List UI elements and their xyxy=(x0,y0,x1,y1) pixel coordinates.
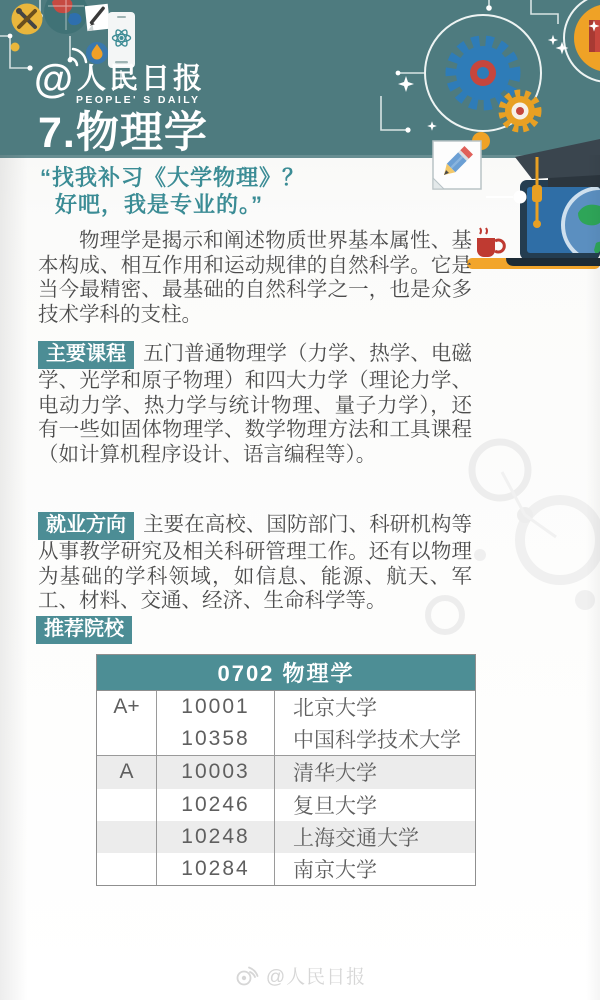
brand-name: 人民日报 xyxy=(77,63,206,95)
book-badge-icon xyxy=(564,0,600,82)
yellow-dot xyxy=(11,43,20,52)
gear-blue-icon xyxy=(452,42,514,104)
university-table xyxy=(96,654,476,886)
at-symbol: @ xyxy=(34,57,74,101)
section-label-badge: 就业方向 xyxy=(38,512,134,540)
university-cell: 上海交通大学 xyxy=(293,826,419,850)
university-cell: 清华大学 xyxy=(293,762,377,786)
table-row xyxy=(97,821,475,853)
footer-watermark xyxy=(0,962,600,989)
pencil-note-icon xyxy=(433,141,481,189)
coffee-cup-icon xyxy=(477,228,504,257)
grade-cell xyxy=(97,853,157,885)
code-cell: 10248 xyxy=(157,821,275,853)
page-title: 7.物理学 xyxy=(38,109,208,157)
university-cell: 北京大学 xyxy=(293,697,377,721)
university-cell: 中国科学技术大学 xyxy=(293,729,461,753)
laptop-base xyxy=(506,258,600,266)
section-text: 五门普通物理学（力学、热学、电磁学、光学和原子物理）和四大力学（理论力学、电动力学、热力学与统计物理、量子力学），还有一些如固体物理学、数学物理方法和工具课程（如计算机程序设计、语言编程等）。 xyxy=(38,342,472,466)
grade-cell xyxy=(97,789,157,821)
intro-paragraph: 物理学是揭示和阐述物质世界基本属性、基本构成、相互作用和运动规律的自然科学。它是当今最精密、最基础的自然科学之一，也是众多技术学科的支柱。 xyxy=(38,229,472,326)
table-row xyxy=(97,853,475,885)
table-row xyxy=(97,691,475,723)
grade-cell: A xyxy=(97,756,157,788)
gear-orange-icon xyxy=(503,94,537,128)
section-text: 主要在高校、国防部门、科研机构等从事教学研究及相关科研管理工作。还有以物理为基础的学科领域，如信息、能源、航天、军工、材料、交通、经济、生命科学等。 xyxy=(38,513,472,612)
code-cell: 10358 xyxy=(157,723,275,755)
grade-cell xyxy=(97,723,157,755)
brand-subtitle: PEOPLE' S DAILY xyxy=(76,94,201,106)
grade-cell xyxy=(97,821,157,853)
table-row xyxy=(97,789,475,821)
university-cell: 南京大学 xyxy=(293,859,377,883)
quote-block xyxy=(40,164,305,218)
note-pencil-icon-small xyxy=(85,4,110,31)
code-cell: 10284 xyxy=(157,853,275,885)
quote-line-1: “找我补习《大学物理》？ xyxy=(40,165,306,190)
table-row xyxy=(97,755,475,788)
grade-cell: A+ xyxy=(97,691,157,723)
watermark-text: @人民日报 xyxy=(265,967,367,988)
recommend-schools-badge: 推荐院校 xyxy=(36,616,132,644)
weibo-icon xyxy=(234,965,260,987)
tools-icon xyxy=(12,4,43,35)
code-cell: 10003 xyxy=(157,756,275,788)
globe-map-icon xyxy=(44,0,88,34)
table-header: 0702 物理学 xyxy=(97,655,475,691)
table-row xyxy=(97,723,475,755)
university-cell: 复旦大学 xyxy=(293,794,377,818)
code-cell: 10246 xyxy=(157,789,275,821)
code-cell: 10001 xyxy=(157,691,275,723)
section-label-badge: 主要课程 xyxy=(38,341,134,369)
section-main-courses xyxy=(38,341,472,467)
section-career-direction xyxy=(38,512,472,614)
table-rows xyxy=(97,691,475,885)
quote-line-2: 好吧，我是专业的。” xyxy=(55,192,264,217)
